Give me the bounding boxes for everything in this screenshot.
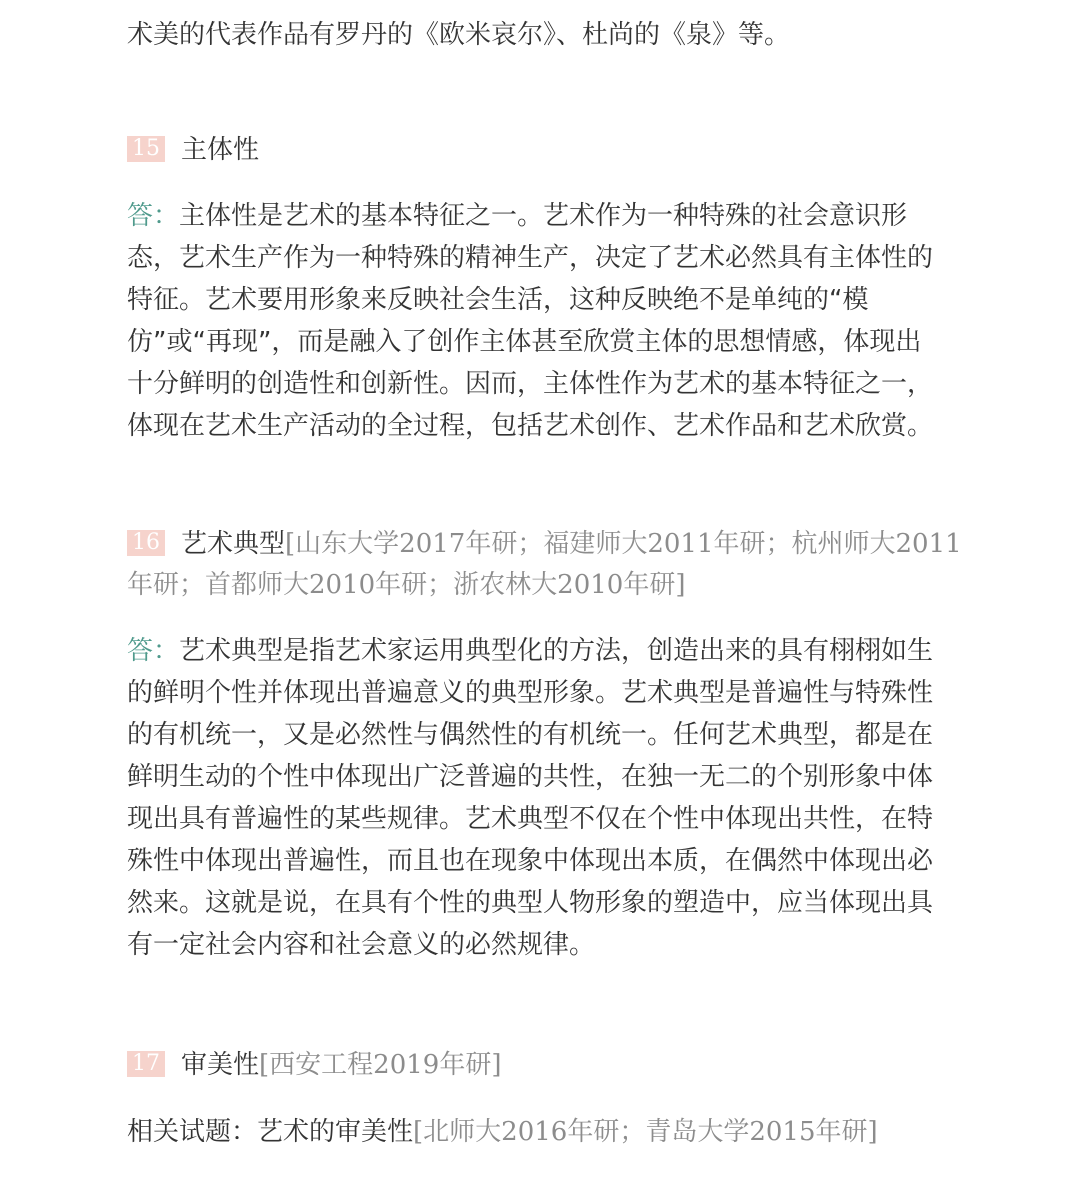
answer-line: 答：艺术典型是指艺术家运用典型化的方法，创造出来的具有栩栩如生 [127,636,934,666]
item-16-heading [127,524,962,564]
related-question [127,1112,878,1152]
answer-label: 答： [127,636,180,666]
item-number-badge: 15 [127,136,165,162]
answer-line: 的鲜明个性并体现出普遍意义的典型形象。艺术典型是普遍性与特殊性 [127,678,934,708]
answer-line: 十分鲜明的创造性和创新性。因而，主体性作为艺术的基本特征之一， [127,369,934,399]
item-15-heading [127,130,259,170]
item-15-answer [127,195,933,447]
item-term: 主体性 [181,135,260,165]
item-term: 审美性 [181,1050,260,1080]
related-source: [北师大2016年研；青岛大学2015年研] [413,1117,878,1147]
answer-line: 殊性中体现出普遍性，而且也在现象中体现出本质，在偶然中体现出必 [127,846,934,876]
item-17-heading [127,1045,501,1085]
item-16-source-continued: 年研；首都师大2010年研；浙农林大2010年研] [127,570,686,600]
item-term: 艺术典型 [181,529,286,559]
answer-line: 有一定社会内容和社会意义的必然规律。 [127,930,596,960]
item-number-badge: 17 [127,1051,165,1077]
item-source: [山东大学2017年研；福建师大2011年研；杭州师大2011 [285,529,962,559]
item-number-badge: 16 [127,530,165,556]
answer-label: 答： [127,201,180,231]
related-label: 相关试题：艺术的审美性 [127,1117,414,1147]
answer-line: 仿”或“再现”，而是融入了创作主体甚至欣赏主体的思想情感，体现出 [127,327,922,357]
answer-line: 然来。这就是说，在具有个性的典型人物形象的塑造中，应当体现出具 [127,888,934,918]
answer-line: 特征。艺术要用形象来反映社会生活，这种反映绝不是单纯的“模 [127,285,869,315]
item-16-answer [127,630,933,966]
intro-text: 术美的代表作品有罗丹的《欧米哀尔》、杜尚的《泉》等。 [127,20,791,50]
answer-line: 鲜明生动的个性中体现出广泛普遍的共性，在独一无二的个别形象中体 [127,762,934,792]
answer-line: 的有机统一，又是必然性与偶然性的有机统一。任何艺术典型，都是在 [127,720,934,750]
answer-line: 答：主体性是艺术的基本特征之一。艺术作为一种特殊的社会意识形 [127,201,908,231]
answer-line: 体现在艺术生产活动的全过程，包括艺术创作、艺术作品和艺术欣赏。 [127,411,934,441]
item-source: [西安工程2019年研] [259,1050,502,1080]
answer-line: 态，艺术生产作为一种特殊的精神生产，决定了艺术必然具有主体性的 [127,243,934,273]
answer-line: 现出具有普遍性的某些规律。艺术典型不仅在个性中体现出共性，在特 [127,804,934,834]
